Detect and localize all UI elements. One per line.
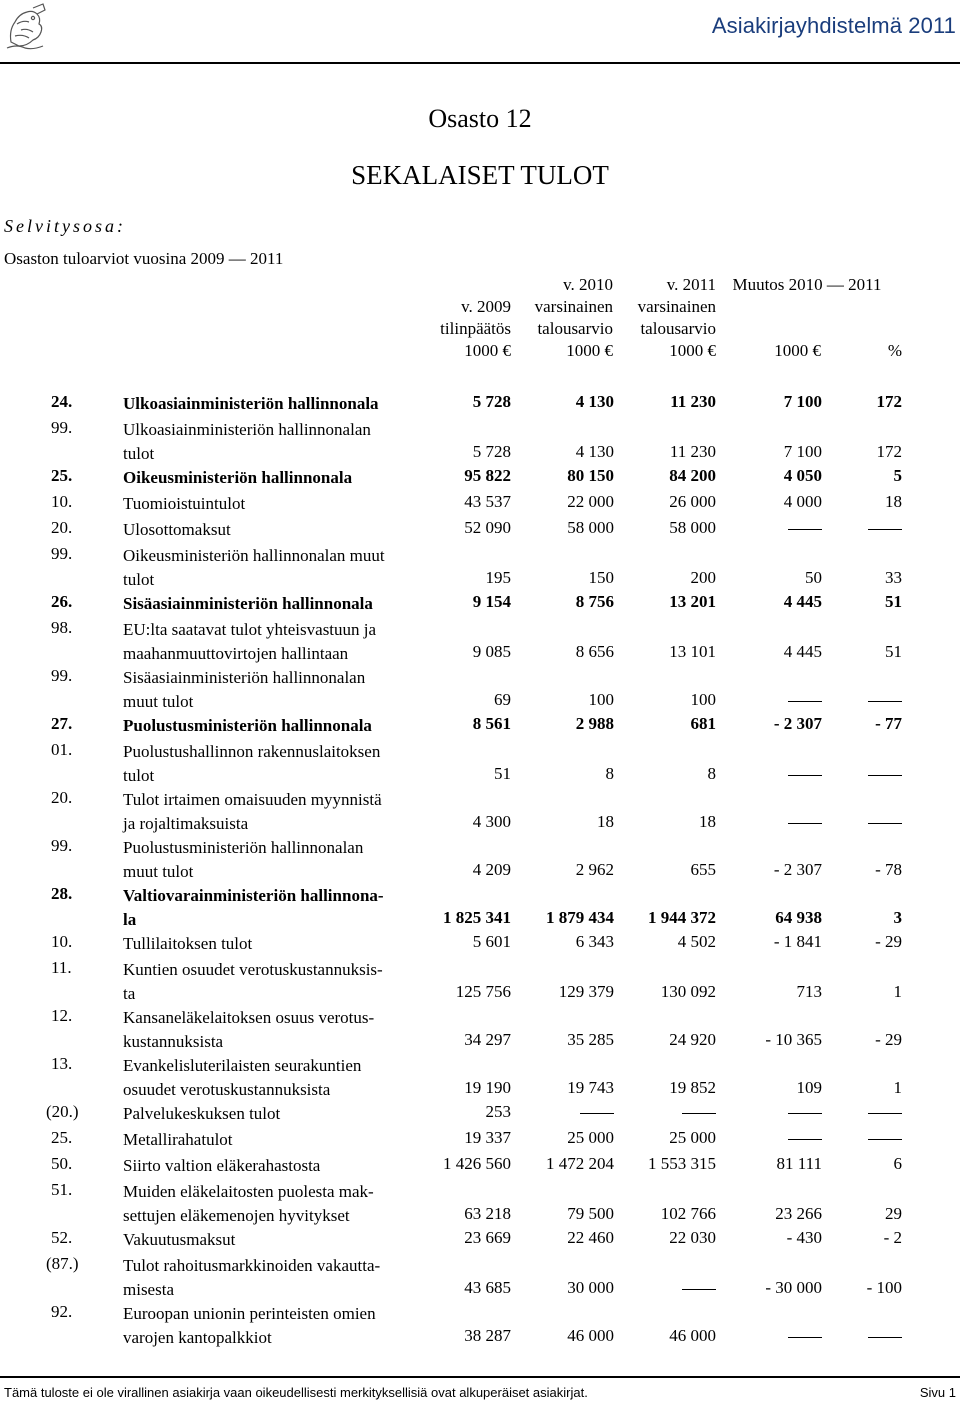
- value-percent: 3: [893, 908, 902, 927]
- row-code: 99.: [51, 544, 73, 563]
- row-label: Puolustushallinnon rakennuslaitoksen tulot: [123, 742, 381, 785]
- value-change: 4 445: [783, 592, 822, 611]
- row-label: EU:lta saatavat tulot yhteisvastuun ja maahanmuuttovirtojen hallintaan: [123, 620, 377, 663]
- column-header-2009: v. 2009 tilinpäätös 1000 €: [440, 297, 511, 360]
- value-2010: 18: [597, 812, 614, 831]
- value-change: 64 938: [775, 908, 822, 927]
- value-2011: 102 766: [660, 1204, 716, 1223]
- table-row: [0, 392, 960, 416]
- value-2011: 4 502: [677, 932, 716, 951]
- value-2010: 8 656: [575, 642, 614, 661]
- value-percent: 5: [893, 466, 902, 485]
- value-2009: 5 601: [472, 932, 511, 951]
- table-row: [0, 1254, 960, 1302]
- table-row: [0, 492, 960, 516]
- value-percent: 172: [876, 442, 902, 461]
- value-change: 109: [796, 1078, 822, 1097]
- finnish-lion-coat-of-arms-icon: [3, 2, 49, 52]
- value-change: 23 266: [775, 1204, 822, 1223]
- value-2010: 79 500: [567, 1204, 614, 1223]
- value-2009: 95 822: [464, 466, 511, 485]
- value-2011: 19 852: [669, 1078, 716, 1097]
- value-2011: 681: [690, 714, 716, 733]
- table-row: [0, 1006, 960, 1054]
- row-label: Valtiovarainministeriön hallinnona- la: [123, 886, 384, 929]
- value-2009: 43 685: [464, 1278, 511, 1297]
- value-2011: 11 230: [669, 442, 716, 461]
- value-2010: 1 879 434: [546, 908, 614, 927]
- value-change: - 1 841: [773, 932, 822, 951]
- table-row: [0, 518, 960, 542]
- table-row: [0, 1054, 960, 1102]
- row-label: Vakuutusmaksut: [123, 1230, 236, 1249]
- row-label: Ulkoasiainministeriön hallinnonala: [123, 394, 379, 413]
- value-change: 4 000: [783, 492, 822, 511]
- value-2009: 1 825 341: [443, 908, 511, 927]
- table-row: [0, 666, 960, 714]
- empty-value-dash: [868, 823, 902, 824]
- value-2011: 26 000: [669, 492, 716, 511]
- value-2011: 1 944 372: [648, 908, 716, 927]
- table-row: [0, 1102, 960, 1126]
- value-change: 50: [805, 568, 822, 587]
- value-percent: [772, 812, 902, 832]
- value-2009: 19 190: [464, 1078, 511, 1097]
- row-label: Oikeusministeriön hallinnonala: [123, 468, 353, 487]
- row-label: Kansaneläkelaitoksen osuus verotus- kustannuksista: [123, 1008, 375, 1051]
- table-row: [0, 466, 960, 490]
- value-2011: 1 553 315: [648, 1154, 716, 1173]
- value-2010: 2 988: [575, 714, 614, 733]
- value-change: 7 100: [783, 442, 822, 461]
- table-row: [0, 836, 960, 884]
- table-row: [0, 932, 960, 956]
- value-percent: 1: [893, 1078, 902, 1097]
- value-2011: 130 092: [660, 982, 716, 1001]
- value-2010: 2 962: [575, 860, 614, 879]
- table-row: [0, 788, 960, 836]
- value-change: 81 111: [776, 1154, 822, 1173]
- value-2011: 22 030: [669, 1228, 716, 1247]
- value-2011: 100: [690, 690, 716, 709]
- table-row: [0, 1154, 960, 1178]
- row-code: 25.: [51, 1128, 73, 1147]
- row-code: 28.: [51, 884, 73, 903]
- row-code: 98.: [51, 618, 73, 637]
- value-2011: 13 201: [669, 592, 716, 611]
- value-percent: [772, 690, 902, 710]
- value-2009: 63 218: [464, 1204, 511, 1223]
- value-change: - 2 307: [773, 860, 822, 879]
- row-code: 99.: [51, 836, 73, 855]
- header-rule: [0, 62, 960, 64]
- value-percent: 51: [885, 642, 902, 661]
- row-code: 99.: [51, 666, 73, 685]
- page-number: Sivu 1: [919, 1385, 956, 1400]
- value-percent: - 77: [875, 714, 902, 733]
- value-2009: 23 669: [464, 1228, 511, 1247]
- table-row: [0, 714, 960, 738]
- table-row: [0, 418, 960, 466]
- column-header-change-units: 1000 €: [774, 341, 821, 360]
- column-header-change: Muutos 2010 — 2011: [732, 275, 882, 294]
- value-2010: 80 150: [567, 466, 614, 485]
- table-row: [0, 592, 960, 616]
- value-percent: [772, 764, 902, 784]
- row-label: Puolustusministeriön hallinnonala: [123, 716, 372, 735]
- value-2010: 22 000: [567, 492, 614, 511]
- value-2010: 100: [588, 690, 614, 709]
- value-change: - 30 000: [765, 1278, 822, 1297]
- value-2011: 25 000: [669, 1128, 716, 1147]
- row-code: (20.): [46, 1102, 79, 1121]
- row-label: Ulosottomaksut: [123, 520, 231, 539]
- row-code: 26.: [51, 592, 73, 611]
- value-change: - 10 365: [765, 1030, 822, 1049]
- table-row: [0, 958, 960, 1006]
- row-label: Evankelisluterilaisten seurakuntien osuudet verotuskustannuksista: [123, 1056, 362, 1099]
- value-percent: 1: [893, 982, 902, 1001]
- empty-value-dash: [868, 529, 902, 530]
- department-title: Osasto 12: [428, 104, 532, 133]
- row-label: Euroopan unionin perinteisten omien varojen kantopalkkiot: [123, 1304, 376, 1347]
- row-label: Sisäasiainministeriön hallinnonala: [123, 594, 373, 613]
- row-code: 24.: [51, 392, 73, 411]
- row-code: (87.): [46, 1254, 79, 1273]
- table-row: [0, 618, 960, 666]
- table-row: [0, 884, 960, 932]
- value-2009: 9 154: [472, 592, 511, 611]
- value-percent: - 29: [875, 1030, 902, 1049]
- value-2010: 6 343: [575, 932, 614, 951]
- value-2010: 22 460: [567, 1228, 614, 1247]
- value-percent: - 78: [875, 860, 902, 879]
- row-label: Siirto valtion eläkerahastosta: [123, 1156, 321, 1175]
- row-code: 99.: [51, 418, 73, 437]
- table-row: [0, 1228, 960, 1252]
- row-label: Muiden eläkelaitosten puolesta mak- settujen eläkemenojen hyvitykset: [123, 1182, 374, 1225]
- value-change: 713: [796, 982, 822, 1001]
- value-2009: 43 537: [464, 492, 511, 511]
- value-2010: 35 285: [567, 1030, 614, 1049]
- table-row: [0, 544, 960, 592]
- table-row: [0, 1180, 960, 1228]
- row-label: Oikeusministeriön hallinnonalan muut tulot: [123, 546, 385, 589]
- explanation-label: Selvitysosa:: [4, 216, 126, 236]
- value-percent: [772, 1102, 902, 1122]
- row-code: 01.: [51, 740, 73, 759]
- value-percent: 29: [885, 1204, 902, 1223]
- value-percent: [772, 518, 902, 538]
- value-2011: 655: [690, 860, 716, 879]
- value-2011: 18: [699, 812, 716, 831]
- empty-value-dash: [868, 701, 902, 702]
- row-code: 27.: [51, 714, 73, 733]
- row-label: Sisäasiainministeriön hallinnonalan muut tulot: [123, 668, 366, 711]
- row-label: Tuomioistuintulot: [123, 494, 246, 513]
- value-2010: 150: [588, 568, 614, 587]
- value-percent: 18: [885, 492, 902, 511]
- value-percent: 172: [876, 392, 902, 411]
- row-code: 50.: [51, 1154, 73, 1173]
- row-code: 25.: [51, 466, 73, 485]
- value-2010: 25 000: [567, 1128, 614, 1147]
- row-label: Puolustusministeriön hallinnonalan muut tulot: [123, 838, 364, 881]
- value-2011: 8: [707, 764, 716, 783]
- value-percent: - 29: [875, 932, 902, 951]
- row-code: 10.: [51, 492, 73, 511]
- footer-rule: [0, 1376, 960, 1378]
- value-2011: 46 000: [669, 1326, 716, 1345]
- row-label: Tulot rahoitusmarkkinoiden vakautta- misesta: [123, 1256, 381, 1299]
- value-2011: 58 000: [669, 518, 716, 537]
- section-heading: SEKALAISET TULOT: [351, 160, 609, 190]
- column-header-percent: %: [887, 341, 902, 360]
- value-change: 4 050: [783, 466, 822, 485]
- value-2009: 69: [494, 690, 511, 709]
- table-row: [0, 1302, 960, 1350]
- value-2009: 34 297: [464, 1030, 511, 1049]
- row-label: Palvelukeskuksen tulot: [123, 1104, 281, 1123]
- value-2009: 38 287: [464, 1326, 511, 1345]
- value-2009: 5 728: [472, 392, 511, 411]
- table-row: [0, 1128, 960, 1152]
- row-code: 52.: [51, 1228, 73, 1247]
- value-2011: 200: [690, 568, 716, 587]
- column-header-2011: v. 2011 varsinainen talousarvio 1000 €: [637, 275, 716, 360]
- document-series-title: Asiakirjayhdistelmä 2011: [711, 13, 956, 38]
- row-code: 20.: [51, 788, 73, 807]
- value-percent: - 2: [883, 1228, 902, 1247]
- value-percent: - 100: [866, 1278, 902, 1297]
- value-2009: 195: [485, 568, 511, 587]
- value-2011: 11 230: [670, 392, 716, 411]
- row-code: 12.: [51, 1006, 73, 1025]
- row-label: Metallirahatulot: [123, 1130, 233, 1149]
- empty-value-dash: [868, 775, 902, 776]
- empty-value-dash: [868, 1139, 902, 1140]
- value-change: 4 445: [783, 642, 822, 661]
- value-2010: 19 743: [567, 1078, 614, 1097]
- table-row: [0, 740, 960, 788]
- column-header-2010: v. 2010 varsinainen talousarvio 1000 €: [534, 275, 613, 360]
- value-2010: 30 000: [567, 1278, 614, 1297]
- value-change: - 430: [786, 1228, 822, 1247]
- table-subtitle: Osaston tuloarviot vuosina 2009 — 2011: [4, 249, 284, 268]
- value-2009: 51: [494, 764, 511, 783]
- value-2009: 4 209: [472, 860, 511, 879]
- value-2010: 4 130: [575, 392, 614, 411]
- value-2009: 19 337: [464, 1128, 511, 1147]
- value-percent: [772, 1128, 902, 1148]
- value-2010: 4 130: [575, 442, 614, 461]
- value-2011: 24 920: [669, 1030, 716, 1049]
- row-label: Ulkoasiainministeriön hallinnonalan tulot: [123, 420, 371, 463]
- footer-note: Tämä tuloste ei ole virallinen asiakirja vaan oikeudellisesti merkityksellisiä ovat alkuperäiset asiakirjat.: [4, 1385, 588, 1400]
- value-2010: 46 000: [567, 1326, 614, 1345]
- value-change: - 2 307: [773, 714, 822, 733]
- value-percent: [772, 1326, 902, 1346]
- empty-value-dash: [868, 1113, 902, 1114]
- value-change: 7 100: [783, 392, 822, 411]
- row-code: 10.: [51, 932, 73, 951]
- value-2009: 125 756: [455, 982, 511, 1001]
- value-2010: 8: [605, 764, 614, 783]
- value-2009: 8 561: [472, 714, 511, 733]
- value-2010: 58 000: [567, 518, 614, 537]
- value-2010: 129 379: [558, 982, 614, 1001]
- value-2009: 1 426 560: [443, 1154, 511, 1173]
- value-2009: 5 728: [472, 442, 511, 461]
- value-2009: 9 085: [472, 642, 511, 661]
- value-2009: 52 090: [464, 518, 511, 537]
- value-2009: 253: [485, 1102, 511, 1121]
- value-2011: 84 200: [669, 466, 716, 485]
- row-code: 20.: [51, 518, 73, 537]
- value-percent: 33: [885, 568, 902, 587]
- row-label: Tulot irtaimen omaisuuden myynnistä ja rojaltimaksuista: [123, 790, 382, 833]
- value-percent: 6: [893, 1154, 902, 1173]
- value-percent: 51: [885, 592, 902, 611]
- row-code: 51.: [51, 1180, 73, 1199]
- value-2010: 1 472 204: [546, 1154, 614, 1173]
- value-2011: 13 101: [669, 642, 716, 661]
- row-code: 13.: [51, 1054, 73, 1073]
- row-label: Kuntien osuudet verotuskustannuksis- ta: [123, 960, 383, 1003]
- row-code: 92.: [51, 1302, 73, 1321]
- value-2010: 8 756: [575, 592, 614, 611]
- row-code: 11.: [51, 958, 72, 977]
- empty-value-dash: [868, 1337, 902, 1338]
- value-2009: 4 300: [472, 812, 511, 831]
- row-label: Tullilaitoksen tulot: [123, 934, 253, 953]
